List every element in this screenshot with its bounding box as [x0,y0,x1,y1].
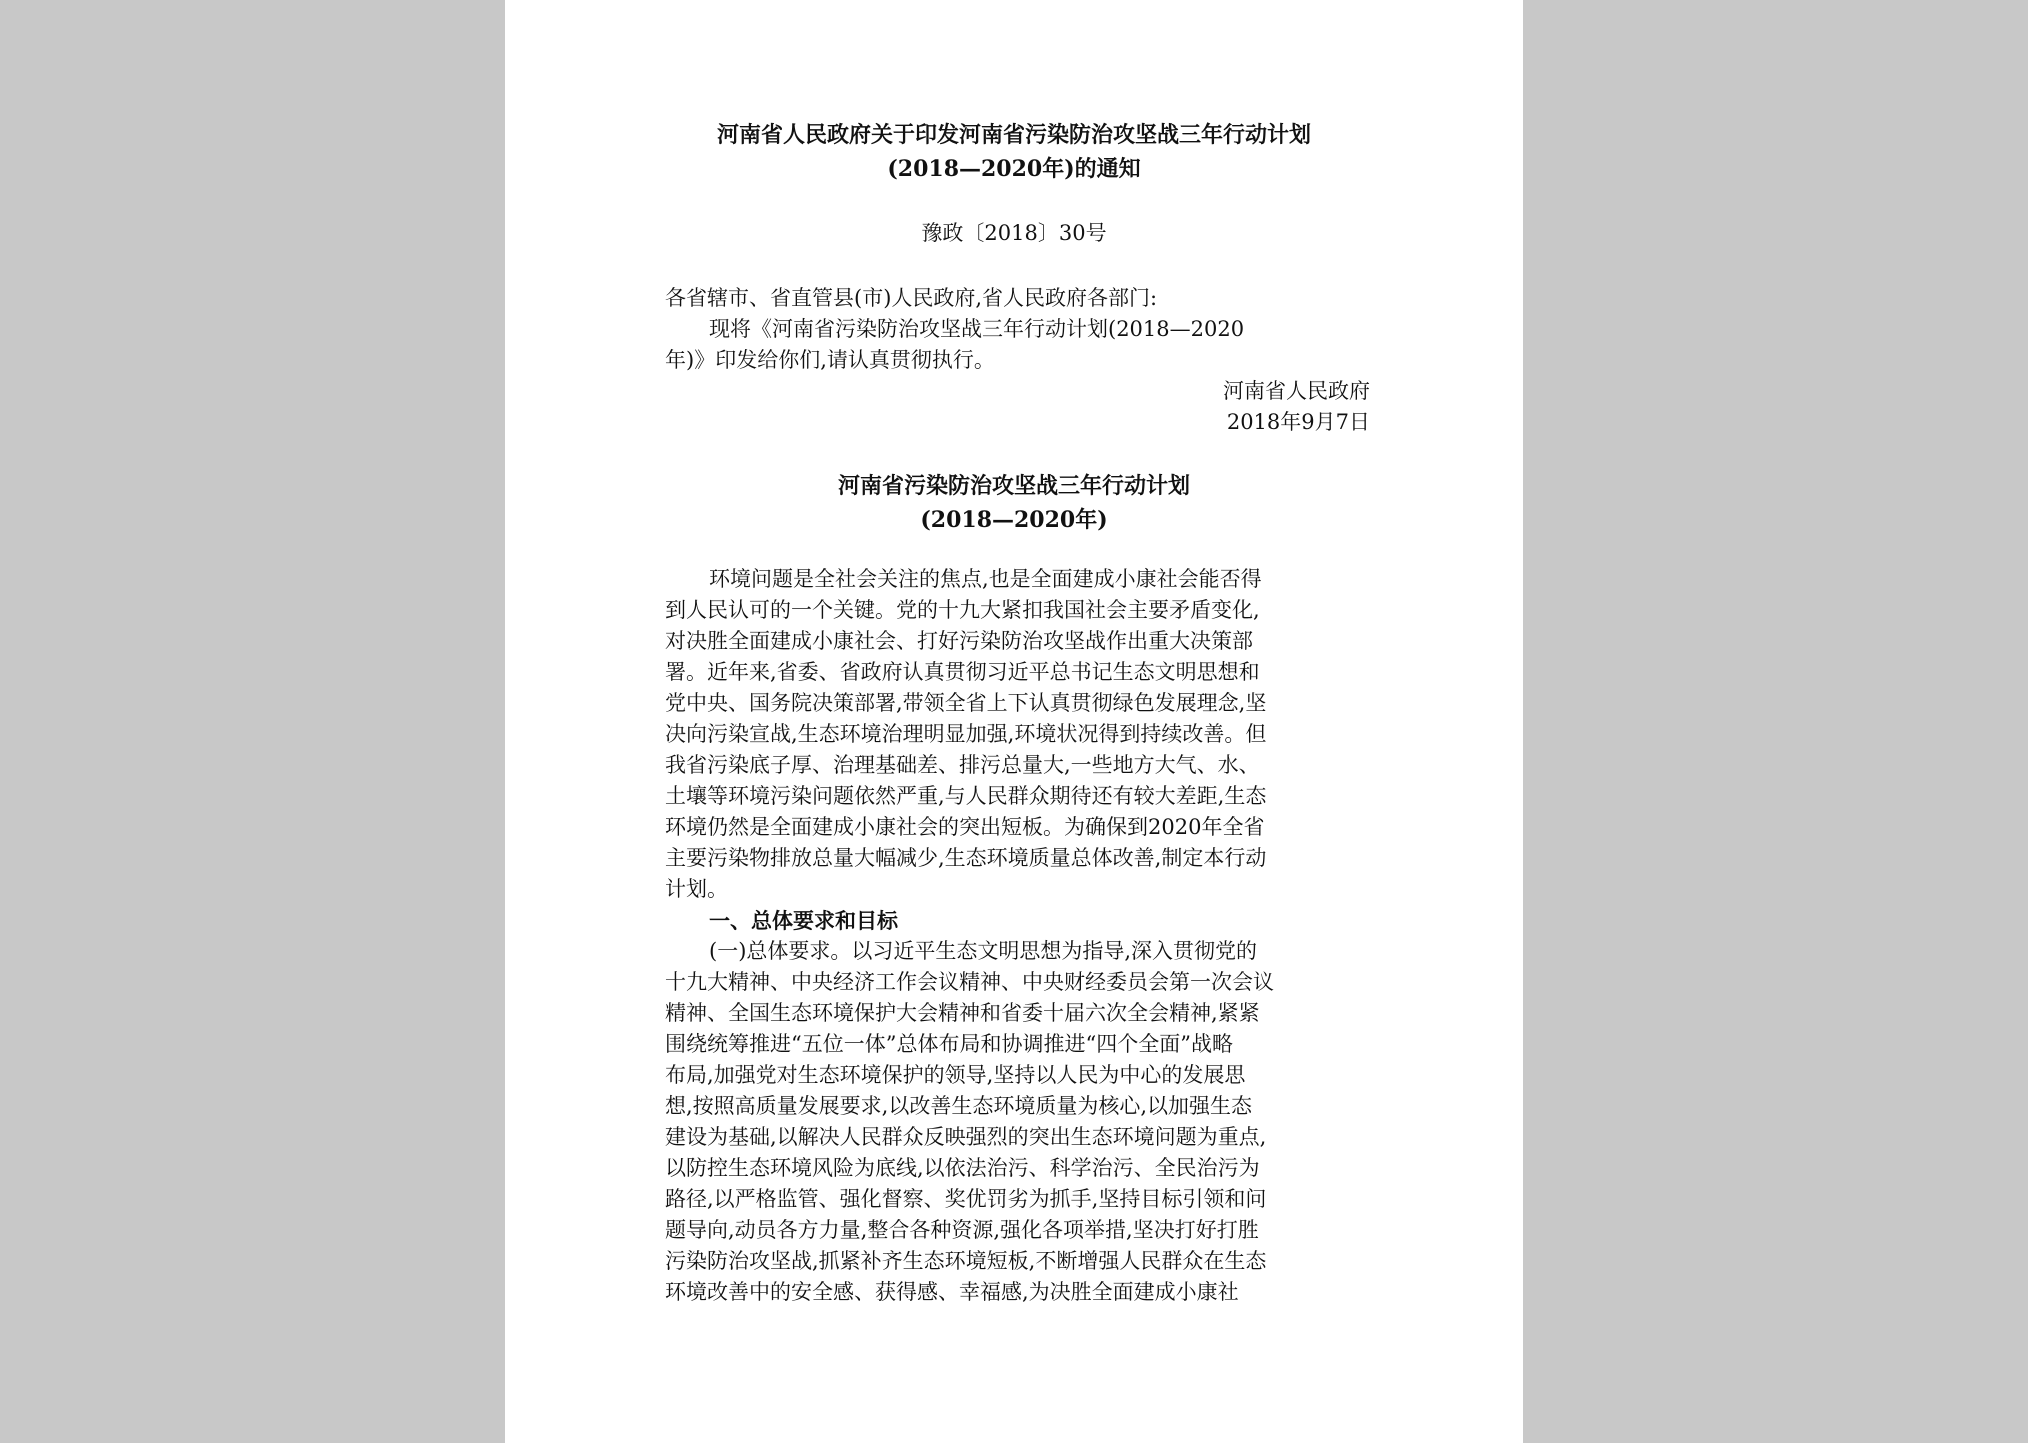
section-heading: 一、总体要求和目标 [709,908,898,933]
plan-title [505,469,1523,537]
paragraph-line: 布局,加强党对生态环境保护的领导,坚持以人民为中心的发展思 [665,1063,1246,1087]
paragraph-line: 到人民认可的一个关键。党的十九大紧扣我国社会主要矛盾变化, [665,598,1260,622]
paragraph-line: 题导向,动员各方力量,整合各种资源,强化各项举措,坚决打好打胜 [665,1218,1259,1242]
notice-line: 年)》印发给你们,请认真贯彻执行。 [665,348,995,372]
paragraph-line: 围绕统筹推进“五位一体”总体布局和协调推进“四个全面”战略 [665,1032,1233,1056]
paragraph-line: 十九大精神、中央经济工作会议精神、中央财经委员会第一次会议 [665,970,1274,994]
document-page [505,0,1523,1443]
notice-line: 现将《河南省污染防治攻坚战三年行动计划(2018—2020 [709,317,1245,341]
notice-title [505,118,1523,186]
paragraph-line: 我省污染底子厚、治理基础差、排污总量大,一些地方大气、水、 [665,753,1260,777]
paragraph-line: 环境改善中的安全感、获得感、幸福感,为决胜全面建成小康社 [665,1280,1239,1304]
paragraph-line: 想,按照高质量发展要求,以改善生态环境质量为核心,以加强生态 [665,1094,1253,1118]
document-number: 豫政〔2018〕30号 [921,221,1107,245]
paragraph-line: (一)总体要求。以习近平生态文明思想为指导,深入贯彻党的 [709,939,1258,963]
notice-title-line: (2018—2020年)的通知 [887,156,1141,182]
paragraph-line: 主要污染物排放总量大幅减少,生态环境质量总体改善,制定本行动 [665,846,1267,870]
plan-body [665,564,1370,1308]
notice-body [665,283,1370,438]
paragraph-line: 路径,以严格监管、强化督察、奖优罚劣为抓手,坚持目标引领和问 [665,1187,1267,1211]
paragraph-line: 土壤等环境污染问题依然严重,与人民群众期待还有较大差距,生态 [665,784,1267,808]
paragraph-line: 污染防治攻坚战,抓紧补齐生态环境短板,不断增强人民群众在生态 [665,1249,1267,1273]
paragraph-line: 建设为基础,以解决人民群众反映强烈的突出生态环境问题为重点, [665,1125,1267,1149]
addressee-line: 各省辖市、省直管县(市)人民政府,省人民政府各部门: [665,286,1158,310]
plan-title-line: (2018—2020年) [920,507,1108,533]
paragraph-line: 环境问题是全社会关注的焦点,也是全面建成小康社会能否得 [709,567,1262,591]
paragraph-line: 决向污染宣战,生态环境治理明显加强,环境状况得到持续改善。但 [665,722,1267,746]
paragraph-line: 党中央、国务院决策部署,带领全省上下认真贯彻绿色发展理念,坚 [665,691,1267,715]
notice-title-line: 河南省人民政府关于印发河南省污染防治攻坚战三年行动计划 [716,122,1311,148]
plan-title-line: 河南省污染防治攻坚战三年行动计划 [837,473,1190,499]
paragraph-line: 环境仍然是全面建成小康社会的突出短板。为确保到2020年全省 [665,815,1265,839]
paragraph-line: 对决胜全面建成小康社会、打好污染防治攻坚战作出重大决策部 [665,629,1253,653]
paragraph-line: 以防控生态环境风险为底线,以依法治污、科学治污、全民治污为 [665,1156,1260,1180]
paragraph-line: 署。近年来,省委、省政府认真贯彻习近平总书记生态文明思想和 [665,660,1260,684]
issuer-signature: 河南省人民政府 [1223,379,1370,403]
issue-date: 2018年9月7日 [1226,410,1370,434]
paragraph-line: 计划。 [665,877,728,901]
paragraph-line: 精神、全国生态环境保护大会精神和省委十届六次全会精神,紧紧 [665,1001,1260,1025]
